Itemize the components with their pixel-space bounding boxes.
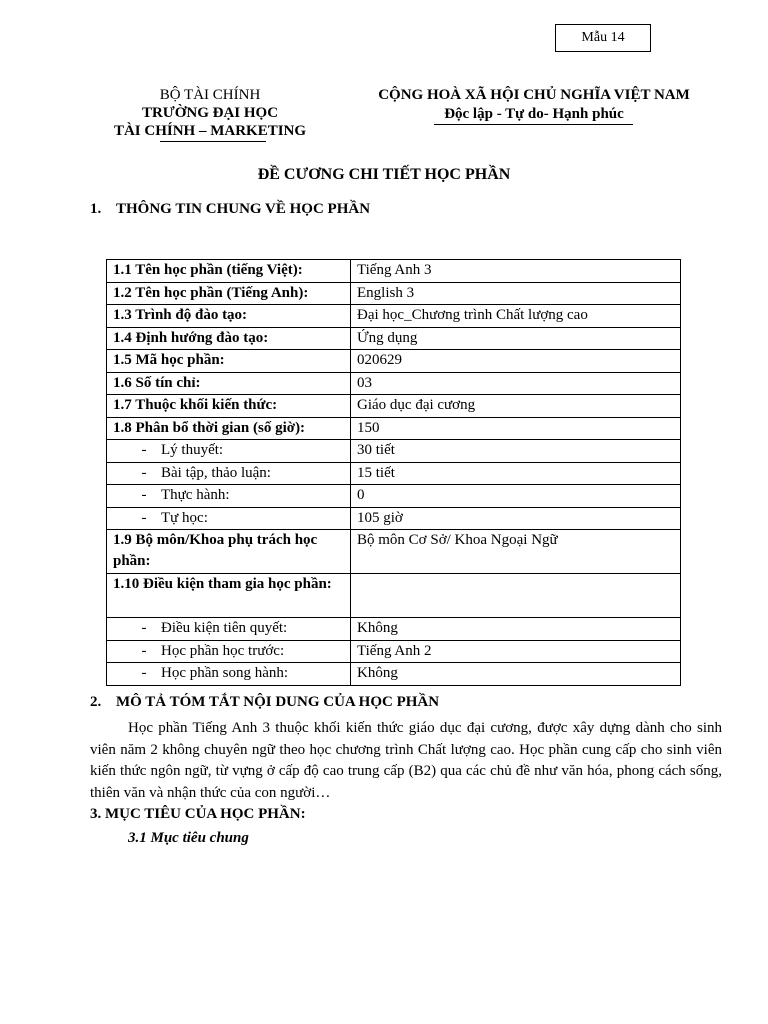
- field-value: Không: [351, 663, 681, 686]
- field-label-cell: [107, 327, 351, 350]
- table-row: [107, 395, 681, 418]
- bullet-dash: -: [141, 509, 147, 526]
- field-label: 1.5 Mã học phần:: [113, 352, 225, 368]
- field-value: 30 tiết: [351, 440, 681, 463]
- motto-underline: [434, 124, 633, 125]
- table-row: [107, 618, 681, 641]
- field-label-cell: [107, 574, 351, 618]
- table-row: [107, 640, 681, 663]
- table-row: [107, 260, 681, 283]
- field-label: 1.6 Số tín chỉ:: [113, 374, 201, 391]
- field-label: Lý thuyết:: [161, 442, 224, 458]
- section-1-title: THÔNG TIN CHUNG VỀ HỌC PHẦN: [116, 201, 371, 217]
- field-value: English 3: [351, 282, 681, 305]
- table-row: [107, 282, 681, 305]
- field-label-cell: [107, 395, 351, 418]
- field-value: 020629: [351, 350, 681, 373]
- field-label-cell: [107, 618, 351, 641]
- field-label-cell: [107, 417, 351, 440]
- field-label: 1.1 Tên học phần (tiếng Việt):: [113, 262, 303, 278]
- institution-header: [100, 86, 320, 140]
- field-value: Ứng dụng: [351, 327, 681, 350]
- field-label: 1.10 Điều kiện tham gia học phần:: [113, 576, 332, 592]
- section-1-heading: [90, 201, 370, 218]
- ministry-name: BỘ TÀI CHÍNH: [159, 87, 261, 103]
- table-row: [107, 485, 681, 508]
- field-value: Đại học_Chương trình Chất lượng cao: [351, 305, 681, 328]
- field-value: Giáo dục đại cương: [351, 395, 681, 418]
- section-2-heading: [90, 694, 439, 711]
- bullet-dash: -: [141, 620, 147, 636]
- section-1-number: 1.: [90, 201, 102, 217]
- field-label: Tự học:: [161, 509, 208, 526]
- bullet-dash: -: [141, 442, 147, 458]
- field-label: 1.4 Định hướng đào tạo:: [113, 329, 269, 346]
- field-value: 105 giờ: [351, 507, 681, 530]
- course-description: Học phần Tiếng Anh 3 thuộc khối kiến thức giáo dục đại cương, được xây dựng dành cho sinh viên năm 2 không chuyên ngữ theo học chương trình Chất lượng cao. Học phần cung cấp cho sinh viên kiến thức ngôn ngữ, từ vựng ở cấp độ cao trung cấp (B2) qua các chủ đề như văn hóa, phong cách sống, thiên văn và nhận thức của con người…: [90, 720, 722, 801]
- national-motto: Độc lập - Tự do- Hạnh phúc: [444, 106, 624, 122]
- table-row: [107, 574, 681, 618]
- field-value: Tiếng Anh 3: [351, 260, 681, 283]
- field-value: 0: [351, 485, 681, 508]
- table-row: [107, 417, 681, 440]
- table-row: [107, 372, 681, 395]
- field-label-cell: [107, 530, 351, 574]
- table-row: [107, 530, 681, 574]
- field-label: Thực hành:: [161, 487, 230, 503]
- field-value: [351, 574, 681, 618]
- table-row: [107, 305, 681, 328]
- field-label-cell: [107, 350, 351, 373]
- table-row: [107, 440, 681, 463]
- university-name-line2: TÀI CHÍNH – MARKETING: [113, 123, 307, 139]
- field-label: Học phần song hành:: [161, 665, 289, 681]
- field-label-cell: [107, 640, 351, 663]
- field-label: 1.2 Tên học phần (Tiếng Anh):: [113, 284, 309, 301]
- left-header-underline: [160, 141, 266, 142]
- field-label: 1.9 Bộ môn/Khoa phụ trách học phần:: [113, 532, 318, 569]
- field-value: Bộ môn Cơ Sở/ Khoa Ngoại Ngữ: [351, 530, 681, 574]
- field-value: 150: [351, 417, 681, 440]
- field-value: Tiếng Anh 2: [351, 640, 681, 663]
- section-3-heading: 3. MỤC TIÊU CỦA HỌC PHẦN:: [90, 806, 306, 822]
- national-title: CỘNG HOÀ XÃ HỘI CHỦ NGHĨA VIỆT NAM: [378, 87, 690, 103]
- bullet-dash: -: [141, 665, 147, 681]
- form-code-box: Mẫu 14: [555, 24, 651, 52]
- field-label-cell: [107, 485, 351, 508]
- table-row: [107, 327, 681, 350]
- table-row: [107, 462, 681, 485]
- bullet-dash: -: [141, 464, 147, 481]
- national-header: [352, 86, 716, 124]
- document-title: ĐỀ CƯƠNG CHI TIẾT HỌC PHẦN: [257, 166, 511, 183]
- field-label-cell: [107, 663, 351, 686]
- section-2-number: 2.: [90, 694, 102, 710]
- table-row: [107, 350, 681, 373]
- table-row: [107, 507, 681, 530]
- field-value: Không: [351, 618, 681, 641]
- field-label-cell: [107, 440, 351, 463]
- field-label: 1.3 Trình độ đào tạo:: [113, 307, 248, 323]
- field-label-cell: [107, 462, 351, 485]
- section-3-1-heading: 3.1 Mục tiêu chung: [128, 830, 249, 846]
- field-label: 1.7 Thuộc khối kiến thức:: [113, 397, 278, 413]
- bullet-dash: -: [141, 642, 147, 659]
- bullet-dash: -: [141, 487, 147, 503]
- field-label: Bài tập, thảo luận:: [161, 464, 271, 481]
- field-label-cell: [107, 372, 351, 395]
- course-info-table: [106, 259, 681, 686]
- field-label: Học phần học trước:: [161, 642, 285, 659]
- field-label-cell: [107, 282, 351, 305]
- field-label-cell: [107, 260, 351, 283]
- field-label-cell: [107, 305, 351, 328]
- field-label-cell: [107, 507, 351, 530]
- field-value: 03: [351, 372, 681, 395]
- field-label: 1.8 Phân bổ thời gian (số giờ):: [113, 419, 306, 436]
- table-row: [107, 663, 681, 686]
- section-2-title: MÔ TẢ TÓM TẮT NỘI DUNG CỦA HỌC PHẦN: [116, 694, 440, 710]
- field-label: Điều kiện tiên quyết:: [161, 620, 288, 636]
- university-name-line1: TRƯỜNG ĐẠI HỌC: [141, 105, 279, 121]
- field-value: 15 tiết: [351, 462, 681, 485]
